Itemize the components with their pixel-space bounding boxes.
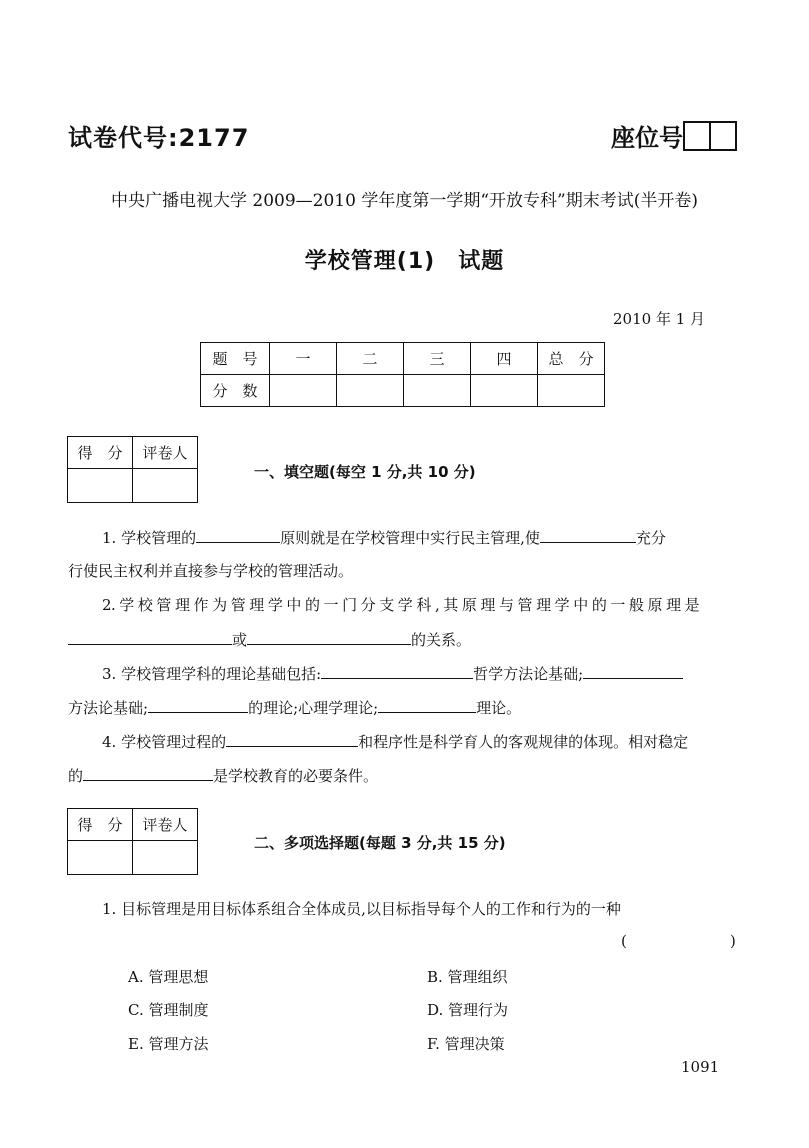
grader-score-cell	[68, 469, 133, 503]
score-value-3	[404, 375, 471, 407]
score-table-value-row	[201, 375, 605, 407]
answer-blank	[196, 526, 280, 543]
option-e: E. 管理方法	[128, 1035, 209, 1053]
grader-name-cell	[133, 469, 198, 503]
score-table	[200, 342, 605, 407]
grader-score-label: 得 分	[68, 809, 133, 841]
score-cell-total: 总 分	[538, 343, 605, 375]
grader-name-label: 评卷人	[133, 437, 198, 469]
paper-code: 试卷代号:2177	[68, 124, 250, 152]
answer-blank	[68, 628, 232, 645]
score-value-1	[270, 375, 337, 407]
answer-blank	[247, 628, 411, 645]
score-value-2	[337, 375, 404, 407]
exam-date: 2010 年 1 月	[613, 310, 706, 328]
seat-number	[611, 118, 737, 153]
score-table-header-row	[201, 343, 605, 375]
grader-box-section1	[67, 436, 198, 503]
section1-title: 一、填空题(每空 1 分,共 10 分)	[254, 463, 476, 481]
score-value-total	[538, 375, 605, 407]
grader-box-section2	[67, 808, 198, 875]
score-cell-2: 二	[337, 343, 404, 375]
question-3-line2: 方法论基础; 的理论;心理学理论; 理论。	[68, 696, 521, 719]
seat-box	[683, 121, 711, 151]
grader-score-label: 得 分	[68, 437, 133, 469]
grader-name-label: 评卷人	[133, 809, 198, 841]
answer-blank	[583, 662, 683, 679]
option-b: B. 管理组织	[427, 968, 508, 986]
seat-boxes	[685, 121, 737, 151]
question-4-line2: 的 是学校教育的必要条件。	[68, 764, 378, 787]
score-value-4	[471, 375, 538, 407]
grader-score-cell	[68, 841, 133, 875]
page-number: 1091	[681, 1058, 720, 1076]
grader-name-cell	[133, 841, 198, 875]
question-4-line1: 4. 学校管理过程的 和程序性是科学育人的客观规律的体现。相对稳定	[102, 730, 688, 753]
option-a: A. 管理思想	[128, 968, 209, 986]
score-cell-label: 题 号	[201, 343, 270, 375]
question-3-line1: 3. 学校管理学科的理论基础包括: 哲学方法论基础;	[102, 662, 683, 685]
seat-label: 座位号	[611, 124, 683, 152]
score-cell-3: 三	[404, 343, 471, 375]
question-2-line1: 2. 学 校 管 理 作 为 管 理 学 中 的 一 门 分 支 学 科 , 其 原 理 与 管 理 学 中 的 一 般 原 理 是	[102, 596, 700, 614]
section2-title: 二、多项选择题(每题 3 分,共 15 分)	[254, 834, 506, 852]
seat-box	[709, 121, 737, 151]
option-d: D. 管理行为	[427, 1001, 509, 1019]
answer-blank	[148, 696, 248, 713]
option-c: C. 管理制度	[128, 1001, 209, 1019]
score-cell-1: 一	[270, 343, 337, 375]
answer-blank	[226, 730, 358, 747]
mc-question-1: 1. 目标管理是用目标体系组合全体成员,以目标指导每个人的工作和行为的一种	[102, 900, 621, 918]
question-1-line2: 行使民主权利并直接参与学校的管理活动。	[68, 562, 354, 580]
answer-paren-open: (	[621, 932, 627, 950]
score-row-label: 分 数	[201, 375, 270, 407]
exam-subject: 学校管理(1) 试题	[304, 249, 505, 274]
score-cell-4: 四	[471, 343, 538, 375]
question-2-line2: 或 的关系。	[68, 628, 471, 651]
answer-paren-close: )	[730, 932, 736, 950]
answer-blank	[540, 526, 636, 543]
answer-blank	[321, 662, 473, 679]
question-1-line1: 1. 学校管理的 原则就是在学校管理中实行民主管理,使 充分	[102, 526, 666, 549]
exam-header: 中央广播电视大学 2009—2010 学年度第一学期“开放专科”期末考试(半开卷)	[111, 191, 698, 211]
answer-blank	[83, 764, 213, 781]
option-f: F. 管理决策	[427, 1035, 505, 1053]
answer-blank	[378, 696, 476, 713]
